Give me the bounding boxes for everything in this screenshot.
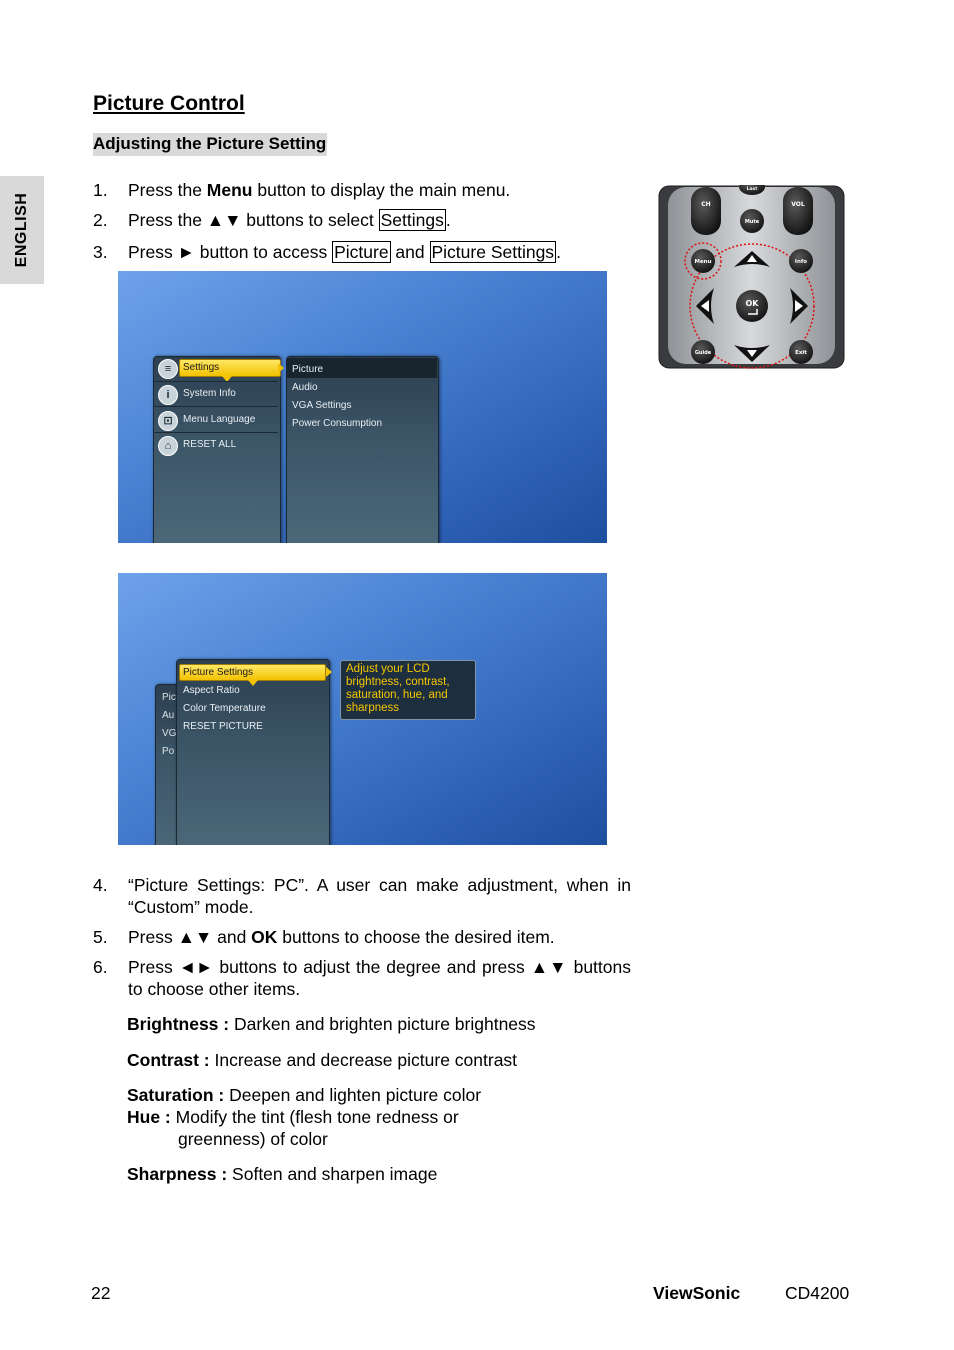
step-number: 2.	[93, 210, 108, 230]
info-label: Info	[794, 259, 808, 265]
osd-screenshot-picture-menu	[118, 573, 607, 845]
back-item-audio: Au	[162, 710, 175, 721]
osd-screenshot-main-menu	[118, 271, 607, 543]
hue-description-continued: greenness) of color	[178, 1129, 328, 1149]
language-tab-label: ENGLISH	[13, 192, 30, 268]
contrast-description: Contrast : Increase and decrease picture contrast	[127, 1050, 518, 1070]
picture-settings-keyword: Picture Settings	[431, 242, 555, 262]
picture-keyword: Picture	[334, 242, 389, 262]
help-tooltip: Adjust your LCD brightness, contrast, saturation, hue, and sharpness	[340, 660, 476, 720]
submenu-item-power-consumption: Power Consumption	[292, 418, 383, 429]
vol-label: VOL	[791, 201, 805, 208]
page-number: 22	[91, 1283, 111, 1303]
language-icon: ⊡	[158, 411, 178, 431]
submenu-item-picture: Picture	[292, 364, 324, 375]
vol-rocker	[783, 187, 813, 235]
menu-item-system-info: System Info	[183, 388, 236, 399]
menu-item-picture-settings: Picture Settings	[179, 664, 326, 681]
menu-item-menu-language: Menu Language	[183, 414, 256, 425]
step-number: 3.	[93, 242, 108, 262]
hue-description: Hue : Modify the tint (flesh tone redness or	[127, 1107, 459, 1127]
right-pointer-icon	[278, 363, 284, 373]
menu-keyword: Menu	[206, 180, 253, 200]
menu-item-aspect-ratio: Aspect Ratio	[183, 685, 240, 696]
exit-label: Exit	[795, 350, 807, 356]
guide-label: Guide	[694, 350, 712, 356]
menu-item-settings: Settings	[179, 359, 281, 377]
submenu-item-vga-settings: VGA Settings	[292, 400, 352, 411]
down-pointer-icon	[248, 680, 258, 686]
ch-rocker	[691, 187, 721, 235]
settings-keyword: Settings	[380, 210, 444, 230]
right-pointer-icon	[326, 667, 332, 677]
back-item-picture: Pic	[162, 692, 176, 703]
last-label: Last	[746, 187, 758, 192]
back-item-vga: VG	[162, 728, 177, 739]
back-item-power: Po	[162, 746, 175, 757]
step-number: 4.	[93, 875, 108, 895]
mute-label: Mute	[744, 219, 760, 225]
sharpness-description: Sharpness : Soften and sharpen image	[127, 1164, 438, 1184]
menu-item-color-temperature: Color Temperature	[183, 703, 266, 714]
reset-icon: ⌂	[158, 436, 178, 456]
remote-control-image	[658, 185, 845, 371]
submenu-item-audio: Audio	[292, 382, 318, 393]
step-number: 1.	[93, 180, 108, 200]
ok-keyword: OK	[251, 927, 278, 947]
step-number: 6.	[93, 957, 108, 977]
page-title: Picture Control	[93, 92, 245, 115]
menu-item-reset-all: RESET ALL	[183, 439, 237, 450]
saturation-description: Saturation : Deepen and lighten picture color	[127, 1085, 482, 1105]
language-tab	[0, 176, 44, 284]
brightness-description: Brightness : Darken and brighten picture brightness	[127, 1014, 536, 1034]
settings-icon: ≡	[158, 359, 178, 379]
step-number: 5.	[93, 927, 108, 947]
menu-item-reset-picture: RESET PICTURE	[183, 721, 263, 732]
ch-label: CH	[701, 201, 711, 208]
ok-label: OK	[745, 299, 759, 308]
brand-name: ViewSonic	[653, 1283, 741, 1303]
info-icon: i	[158, 385, 178, 405]
section-subtitle: Adjusting the Picture Setting	[93, 133, 327, 156]
model-name: CD4200	[785, 1283, 850, 1303]
menu-label: Menu	[694, 259, 712, 265]
